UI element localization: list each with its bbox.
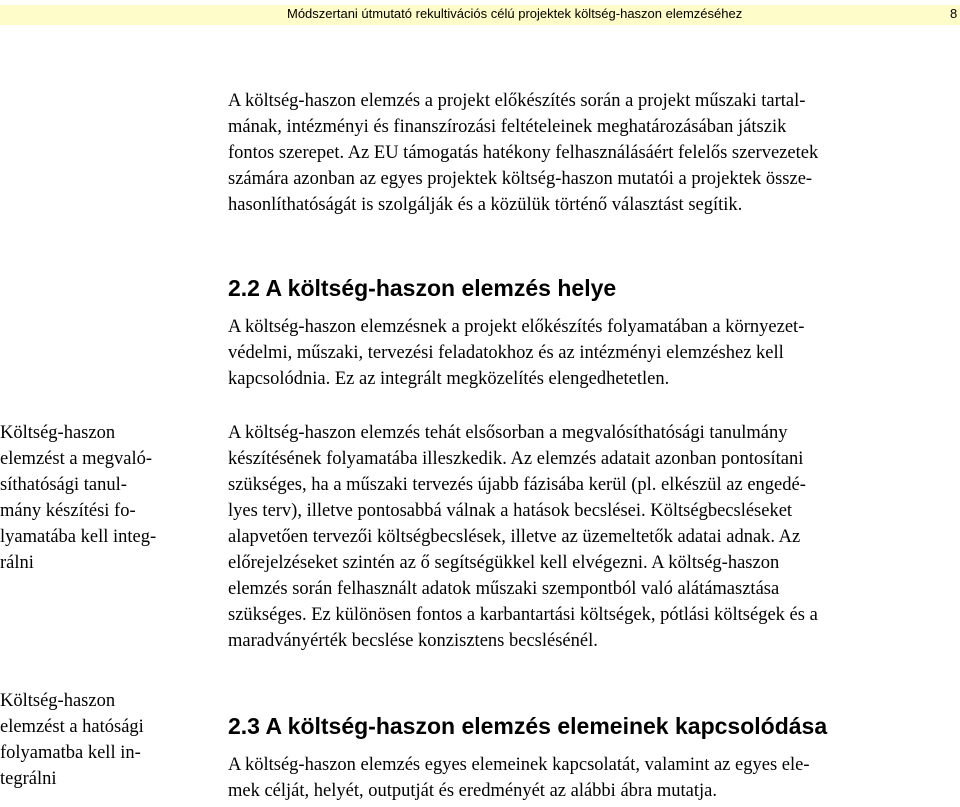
margin-note-line: lyamatába kell integ- (0, 527, 157, 547)
intro-line: számára azonban az egyes projektek költség-haszon mutatói a projektek össze- (228, 169, 813, 189)
margin-note-line: elemzést a megvaló- (0, 449, 153, 469)
margin-note-line: Költség-haszon (0, 423, 116, 443)
header-title: Módszertani útmutató rekultivációs célú projektek költség-haszon elemzéséhez (287, 6, 743, 21)
section-heading-2-2: 2.2 A költség-haszon elemzés helye (228, 275, 617, 301)
paragraph-line: szükséges, ha a műszaki tervezés újabb fázisába kerül (pl. elkészül az engedé- (228, 475, 806, 495)
margin-note-line: folyamatba kell in- (0, 743, 141, 763)
paragraph-line: védelmi, műszaki, tervezési feladatokhoz és az intézményi elemzéshez kell (228, 343, 784, 363)
paragraph-line: A költség-haszon elemzés egyes elemeinek kapcsolatát, valamint az egyes ele- (228, 755, 810, 775)
paragraph-line: A költség-haszon elemzés tehát elsősorban a megvalósíthatósági tanulmány (228, 423, 788, 443)
margin-note-line: tegrálni (0, 769, 57, 789)
page-header (0, 5, 960, 25)
intro-line: fontos szerepet. Az EU támogatás hatékony felhasználásáért felelős szervezetek (228, 143, 819, 163)
intro-line: hasonlíthatóságát is szolgálják és a közülük történő választást segítik. (228, 195, 743, 215)
margin-note-line: mány készítési fo- (0, 501, 136, 521)
paragraph-line: készítésének folyamatába illeszkedik. Az elemzés adatait azonban pontosítani (228, 449, 804, 469)
paragraph-line: maradványérték becslése konzisztens becslésénél. (228, 631, 598, 651)
page-number: 8 (950, 6, 958, 21)
margin-note-line: Költség-haszon (0, 691, 116, 711)
paragraph-line: szükséges. Ez különösen fontos a karbantartási költségek, pótlási költségek és a (228, 605, 818, 625)
paragraph-line: alapvetően tervezői költségbecslések, illetve az üzemeltetők adatai adnak. Az (228, 527, 801, 547)
paragraph-line: elemzés során felhasznált adatok műszaki szempontból való alátámasztása (228, 579, 780, 599)
paragraph-line: mek célját, helyét, outputját és eredményét az alábbi ábra mutatja. (228, 781, 718, 801)
margin-note-line: rálni (0, 553, 34, 573)
paragraph-line: előrejelzéseket szintén az ő segítségükkel kell elvégezni. A költség-haszon (228, 553, 780, 573)
intro-line: A költség-haszon elemzés a projekt előkészítés során a projekt műszaki tartal- (228, 91, 806, 111)
section-heading-2-3: 2.3 A költség-haszon elemzés elemeinek kapcsolódása (228, 713, 828, 739)
intro-line: mának, intézményi és finanszírozási feltételeinek meghatározásában játszik (228, 117, 787, 137)
paragraph-line: lyes terv), illetve pontosabbá válnak a hatások becslései. Költségbecsléseket (228, 501, 793, 521)
margin-note-line: síthatósági tanul- (0, 475, 127, 495)
margin-note-line: elemzést a hatósági (0, 717, 144, 737)
paragraph-line: A költség-haszon elemzésnek a projekt előkészítés folyamatában a környezet- (228, 317, 805, 337)
paragraph-line: kapcsolódnia. Ez az integrált megközelítés elengedhetetlen. (228, 369, 670, 389)
